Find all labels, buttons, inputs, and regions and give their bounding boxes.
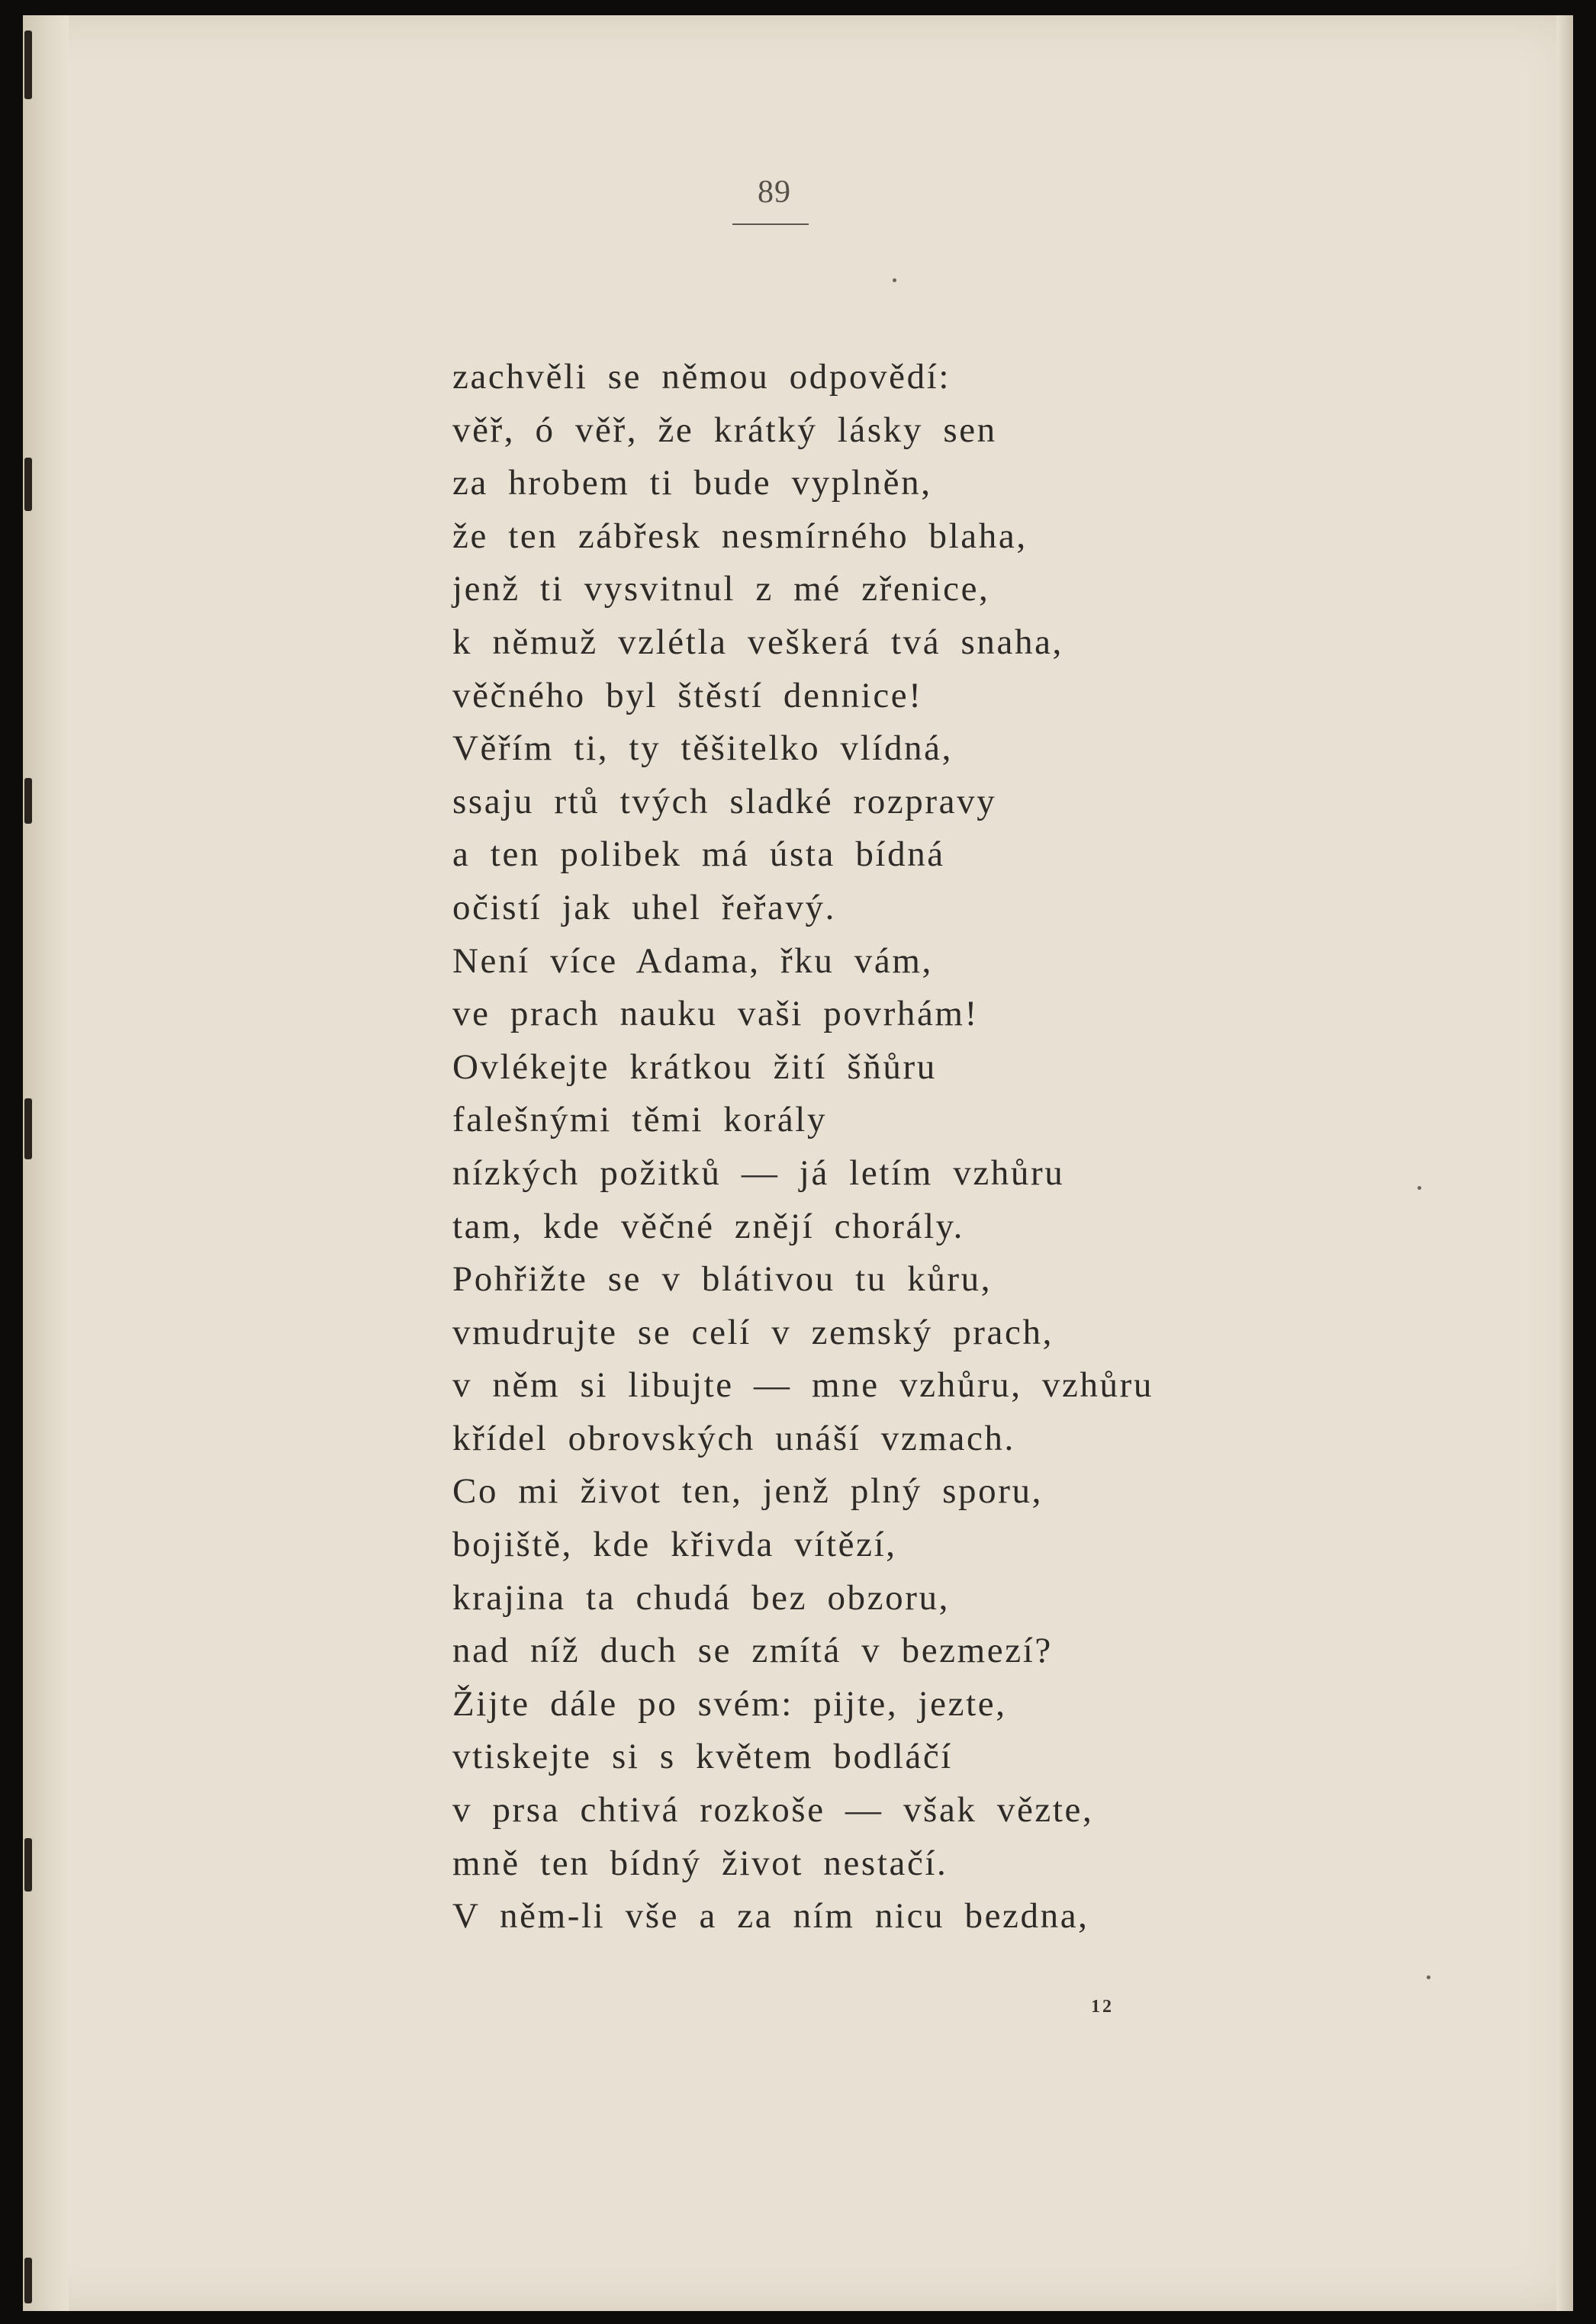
poem-line: tam, kde věčné znějí chorály.: [452, 1206, 965, 1246]
poem-line: krajina ta chudá bez obzoru,: [452, 1577, 950, 1618]
poem-line: Věřím ti, ty těšitelko vlídná,: [452, 728, 953, 769]
binding-thread-mark: [24, 31, 32, 99]
poem-line: jenž ti vysvitnul z mé zřenice,: [452, 569, 990, 609]
poem-line: vtiskejte si s květem bodláčí: [452, 1737, 953, 1777]
poem-line: věčného byl štěstí dennice!: [452, 675, 923, 715]
poem-line: ssaju rtů tvých sladké rozpravy: [452, 781, 997, 821]
binding-thread-mark: [24, 778, 32, 824]
paper-speck: [893, 278, 896, 282]
poem-line: Co mi život ten, jenž plný sporu,: [452, 1471, 1043, 1512]
binding-thread-mark: [24, 1098, 32, 1159]
poem-line: nad níž duch se zmítá v bezmezí?: [452, 1631, 1053, 1671]
poem-line: očistí jak uhel řeřavý.: [452, 887, 836, 927]
poem-line: Žijte dále po svém: pijte, jezte,: [452, 1683, 1007, 1724]
poem-line: za hrobem ti bude vyplněn,: [452, 463, 932, 503]
paper-speck: [1417, 1186, 1421, 1190]
binding-thread-mark: [24, 458, 32, 511]
poem-line: falešnými těmi korály: [452, 1100, 828, 1140]
poem-line: V něm-li vše a za ním nicu bezdna,: [452, 1896, 1089, 1937]
poem-line: v prsa chtivá rozkoše — však vězte,: [452, 1790, 1094, 1831]
page-number-rule: [732, 223, 809, 225]
poem-line: bojiště, kde křivda vítězí,: [452, 1525, 897, 1565]
binding-thread-mark: [24, 2258, 32, 2303]
poem-line: křídel obrovských unáší vzmach.: [452, 1418, 1015, 1458]
poem-line: Ovlékejte krátkou žití šňůru: [452, 1046, 937, 1087]
page-right-edge-shadow: [1556, 15, 1573, 2311]
poem-line: Pohřižte se v blátivou tu kůru,: [452, 1259, 993, 1300]
poem-line: věř, ó věř, že krátký lásky sen: [452, 410, 997, 450]
poem-line: vmudrujte se celí v zemský prach,: [452, 1312, 1054, 1352]
poem-line: že ten zábřesk nesmírného blaha,: [452, 516, 1028, 556]
binding-thread-mark: [24, 1838, 32, 1892]
poem-line: k němuž vzlétla veškerá tvá snaha,: [452, 622, 1063, 662]
poem-line: a ten polibek má ústa bídná: [452, 834, 945, 875]
poem-line: zachvěli se němou odpovědí:: [452, 357, 951, 397]
page-number: 89: [758, 175, 791, 210]
poem-text: [452, 351, 1154, 1943]
poem-line: v něm si libujte — mne vzhůru, vzhůru: [452, 1365, 1154, 1406]
poem-line: ve prach nauku vaši povrhám!: [452, 994, 979, 1034]
printer-signature-mark: 12: [1091, 1997, 1114, 2017]
poem-line: Není více Adama, řku vám,: [452, 940, 933, 981]
paper-speck: [1427, 1975, 1430, 1979]
poem-line: mně ten bídný život nestačí.: [452, 1843, 948, 1883]
poem-line: nízkých požitků — já letím vzhůru: [452, 1152, 1065, 1193]
page-binding-edge: [23, 15, 69, 2311]
